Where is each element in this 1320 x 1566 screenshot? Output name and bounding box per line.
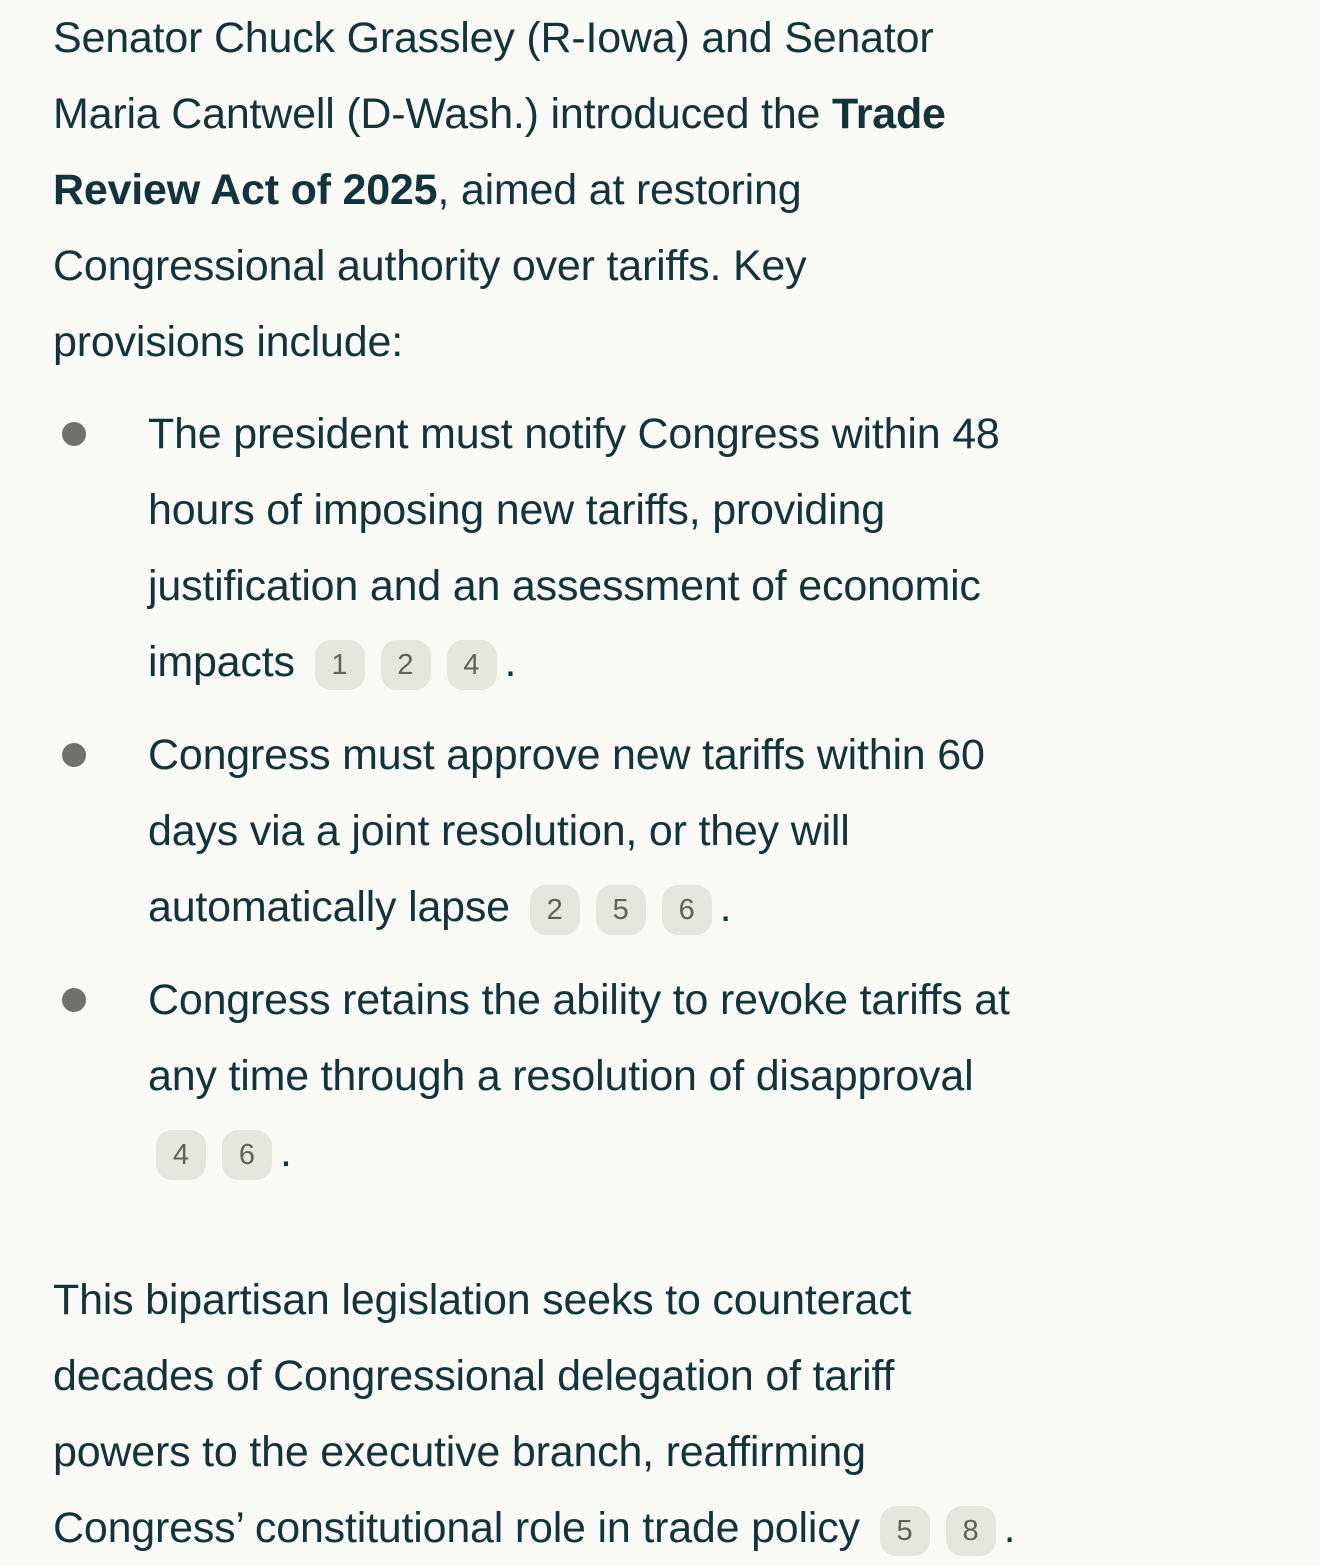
bullet-dot-icon	[62, 743, 86, 767]
text-run: Congressional authority over tariffs. Key	[53, 242, 807, 290]
bullet-marker-column	[53, 962, 148, 1012]
citation-badge[interactable]: 2	[530, 885, 580, 935]
text-run: This bipartisan legislation seeks to counteract	[53, 1276, 912, 1324]
closing-paragraph	[53, 1262, 1267, 1566]
text-run: .	[280, 1128, 292, 1176]
text-run: impacts	[148, 638, 307, 686]
intro-paragraph	[53, 0, 1267, 380]
citation-badge[interactable]: 5	[596, 885, 646, 935]
citation-badge[interactable]: 5	[880, 1506, 930, 1556]
text-run: Congress retains the ability to revoke tariffs at	[148, 976, 1010, 1024]
text-run: automatically lapse	[148, 883, 522, 931]
list-item	[53, 396, 1267, 700]
bullet-dot-icon	[62, 422, 86, 446]
text-run: , aimed at restoring	[437, 166, 802, 214]
text-run: powers to the executive branch, reaffirming	[53, 1428, 866, 1476]
text-run: decades of Congressional delegation of tariff	[53, 1352, 895, 1400]
bullet-text	[148, 962, 1267, 1190]
bullet-text	[148, 396, 1267, 700]
list-item	[53, 717, 1267, 945]
text-run: .	[1003, 1504, 1016, 1552]
text-run: Congress must approve new tariffs within 60	[148, 731, 985, 779]
text-run: The president must notify Congress within 48	[148, 410, 1000, 458]
text-run: Maria Cantwell (D-Wash.) introduced the	[53, 90, 833, 138]
text-run: Congress’ constitutional role in trade policy	[53, 1504, 872, 1552]
bullet-text	[148, 717, 1267, 945]
citation-badge[interactable]: 4	[447, 640, 497, 690]
text-run: days via a joint resolution, or they will	[148, 807, 850, 855]
key-provisions-list	[53, 396, 1267, 1190]
citation-badge[interactable]: 6	[662, 885, 712, 935]
text-run: .	[719, 883, 732, 931]
text-run: .	[504, 638, 517, 686]
citation-badge[interactable]: 4	[156, 1130, 206, 1180]
citation-badge[interactable]: 6	[222, 1130, 272, 1180]
citation-badge[interactable]: 8	[946, 1506, 996, 1556]
bullet-dot-icon	[62, 988, 86, 1012]
bullet-marker-column	[53, 717, 148, 767]
text-run: provisions include:	[53, 318, 403, 366]
citation-badge[interactable]: 2	[381, 640, 431, 690]
bold-text-run: Review Act of 2025	[53, 166, 438, 214]
list-item	[53, 962, 1267, 1190]
text-run: hours of imposing new tariffs, providing	[148, 486, 885, 534]
text-run: any time through a resolution of disapproval	[148, 1052, 974, 1100]
text-run: Senator Chuck Grassley (R-Iowa) and Senator	[53, 14, 934, 62]
citation-badge[interactable]: 1	[315, 640, 365, 690]
bullet-marker-column	[53, 396, 148, 446]
bold-text-run: Trade	[832, 90, 946, 138]
text-run: justification and an assessment of economic	[148, 562, 981, 610]
